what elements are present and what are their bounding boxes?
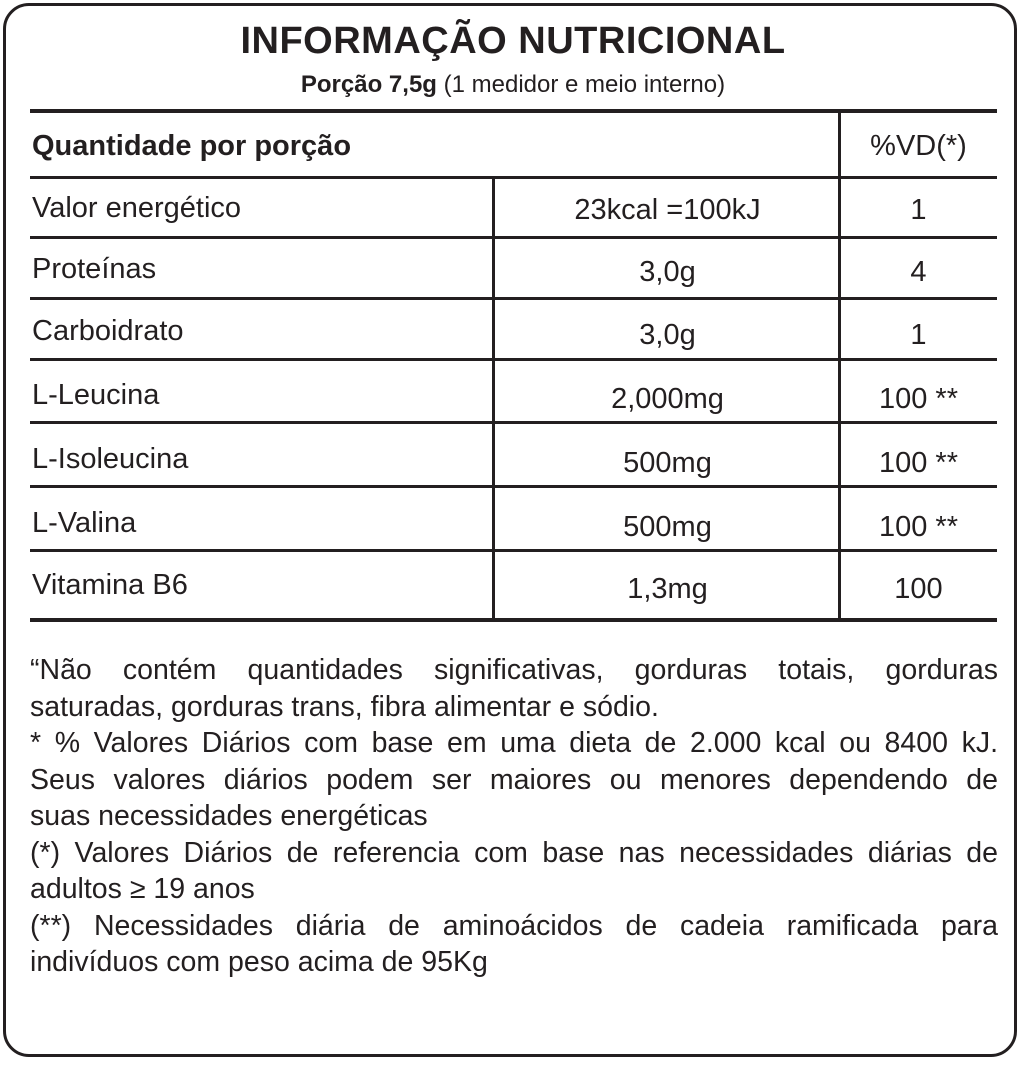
footnote-line: adultos ≥ 19 anos: [30, 873, 255, 905]
row-amount-isoleucine: 500mg: [623, 447, 712, 479]
row-name-carbohydrate: Carboidrato: [32, 315, 184, 347]
table-row-rule: [30, 421, 997, 424]
table-bottom-rule: [30, 618, 997, 622]
row-name-vitamin-b6: Vitamina B6: [32, 569, 188, 601]
footnotes: [30, 652, 998, 981]
row-name-protein: Proteínas: [32, 253, 157, 285]
footnote-line: (**) Necessidades diária de aminoácidos de cadeia ramificada para: [30, 909, 998, 942]
table-row-rule: [30, 297, 997, 300]
table-row-rule: [30, 236, 997, 239]
row-vd-isoleucine: 100 **: [878, 447, 958, 479]
row-vd-vitamin-b6: 100: [894, 573, 943, 605]
portion-size: Porção 7,5g: [300, 71, 437, 98]
table-row-rule: [30, 485, 997, 488]
row-amount-leucine: 2,000mg: [611, 383, 724, 415]
portion-line: [0, 70, 1026, 100]
table-row-rule: [30, 358, 997, 361]
footnote-line: “Não contém quantidades significativas, gorduras totais, gorduras: [30, 654, 998, 686]
portion-detail: (1 medidor e meio interno): [443, 71, 726, 98]
footnote-line: indivíduos com peso acima de 95Kg: [30, 946, 488, 978]
label-title: INFORMAÇÃO NUTRICIONAL: [240, 20, 786, 62]
footnote-line: (*) Valores Diários de referencia com base nas necessidades diárias de: [30, 836, 998, 869]
row-vd-energy: 1: [910, 194, 927, 226]
row-vd-leucine: 100 **: [878, 383, 958, 415]
row-name-isoleucine: L-Isoleucina: [32, 443, 189, 475]
row-name-energy: Valor energético: [32, 192, 242, 224]
footnote-line: * % Valores Diários com base em uma dieta de 2.000 kcal ou 8400 kJ.: [30, 727, 998, 759]
row-amount-carbohydrate: 3,0g: [639, 319, 696, 351]
table-row-rule: [30, 549, 997, 552]
row-amount-protein: 3,0g: [639, 256, 696, 288]
row-amount-energy: 23kcal =100kJ: [574, 194, 761, 226]
footnote-line: Seus valores diários podem ser maiores ou menores dependendo de: [30, 763, 998, 796]
row-amount-valine: 500mg: [623, 511, 712, 543]
table-top-rule: [30, 109, 997, 113]
footnote-line: saturadas, gorduras trans, fibra alimentar e sódio.: [30, 690, 659, 723]
row-vd-protein: 4: [910, 256, 927, 288]
row-name-leucine: L-Leucina: [32, 379, 160, 411]
row-amount-vitamin-b6: 1,3mg: [627, 573, 708, 605]
table-header-rule: [30, 176, 997, 179]
row-vd-valine: 100 **: [878, 511, 958, 543]
footnote-line: suas necessidades energéticas: [30, 800, 428, 832]
row-name-valine: L-Valina: [32, 507, 137, 539]
row-vd-carbohydrate: 1: [910, 319, 927, 351]
table-header-label: Quantidade por porção: [32, 130, 352, 162]
table-header-vd: %VD(*): [870, 130, 967, 162]
